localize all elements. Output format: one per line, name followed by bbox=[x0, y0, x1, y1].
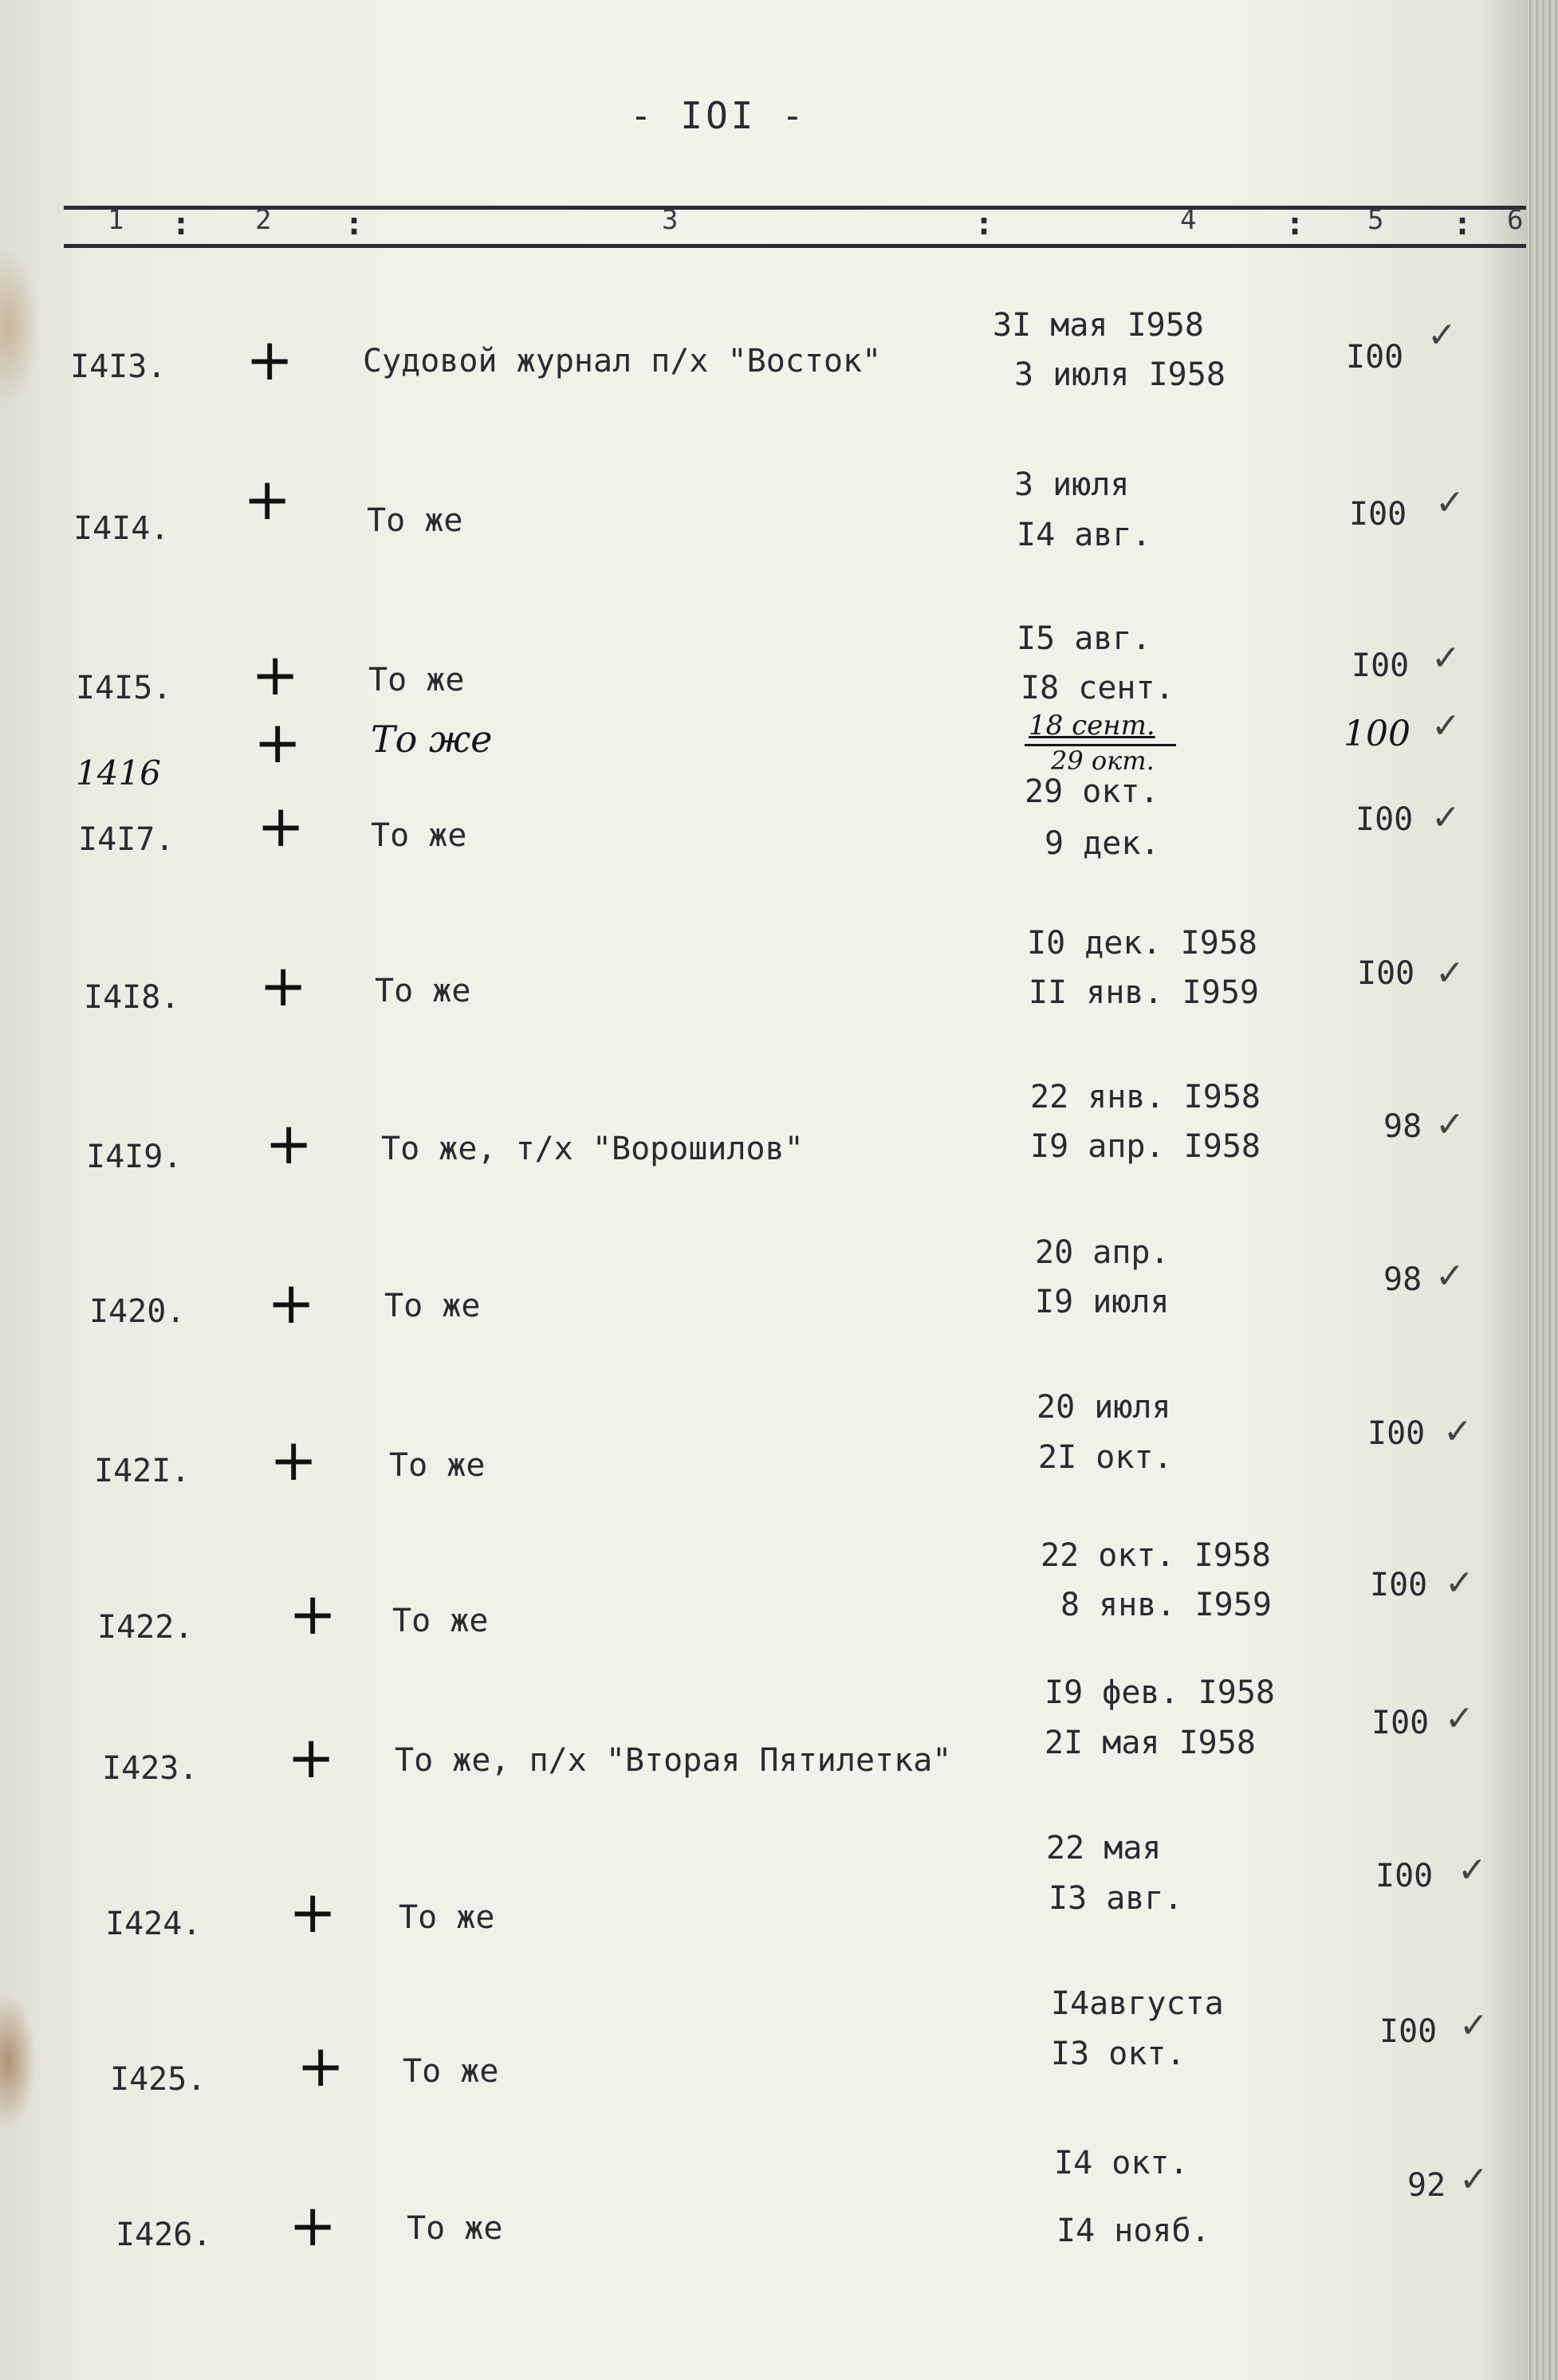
date-from: 22 окт. I958 bbox=[1041, 1537, 1271, 1574]
row-description: То же bbox=[399, 1899, 495, 1936]
check-mark: ✓ bbox=[1435, 953, 1465, 993]
check-mark: ✓ bbox=[1427, 315, 1457, 356]
row-description: То же bbox=[371, 817, 467, 854]
date-to: II янв. I959 bbox=[1029, 974, 1259, 1011]
completeness-value: I00 bbox=[1371, 1705, 1430, 1741]
cross-mark: + bbox=[257, 793, 305, 860]
row-number: I425. bbox=[110, 2061, 207, 2098]
check-mark: ✓ bbox=[1443, 1411, 1473, 1452]
row-description: То же bbox=[367, 502, 463, 539]
row-description: Судовой журнал п/х "Восток" bbox=[363, 343, 882, 380]
row-number: I4I5. bbox=[76, 670, 172, 706]
completeness-value: I00 bbox=[1367, 1415, 1426, 1452]
row-number: I4I8. bbox=[84, 979, 180, 1016]
date-to-handwritten: 29 окт. bbox=[1051, 745, 1155, 776]
date-to: I3 авг. bbox=[1049, 1880, 1183, 1917]
row-description: То же bbox=[403, 2053, 499, 2090]
cross-mark: + bbox=[289, 2192, 337, 2259]
row-number: I4I3. bbox=[70, 348, 167, 385]
check-mark: ✓ bbox=[1445, 1698, 1474, 1739]
cross-mark: + bbox=[254, 709, 302, 776]
row-description: То же, т/х "Ворошилов" bbox=[381, 1131, 804, 1167]
completeness-value: 98 bbox=[1383, 1261, 1422, 1298]
cross-mark: + bbox=[243, 466, 292, 533]
completeness-value: I00 bbox=[1370, 1567, 1428, 1603]
cross-mark: + bbox=[265, 1110, 313, 1177]
check-mark: ✓ bbox=[1445, 1563, 1474, 1603]
row-number: I42I. bbox=[94, 1453, 191, 1489]
date-from: 3I мая I958 bbox=[993, 307, 1204, 344]
completeness-value: I00 bbox=[1349, 496, 1407, 533]
row-number: I4I4. bbox=[73, 510, 170, 547]
cross-mark: + bbox=[270, 1426, 318, 1493]
header-rule-bottom bbox=[64, 244, 1527, 248]
check-mark: ✓ bbox=[1435, 1104, 1465, 1145]
column-number: 1 bbox=[108, 204, 124, 236]
paper-stain bbox=[0, 247, 40, 407]
completeness-value-handwritten: 100 bbox=[1344, 714, 1410, 754]
row-description-handwritten: То же bbox=[371, 718, 493, 761]
row-description: То же bbox=[389, 1447, 486, 1484]
row-number: I4I7. bbox=[78, 821, 175, 858]
date-from: 22 мая bbox=[1046, 1830, 1162, 1867]
row-description: То же bbox=[392, 1603, 489, 1639]
row-description: То же bbox=[375, 973, 471, 1009]
cross-mark: + bbox=[251, 641, 300, 708]
row-number: I4I9. bbox=[86, 1139, 183, 1175]
completeness-value: I00 bbox=[1351, 647, 1410, 684]
check-mark: ✓ bbox=[1431, 797, 1461, 838]
row-number: I420. bbox=[89, 1293, 186, 1330]
cross-mark: + bbox=[259, 952, 308, 1019]
date-to: I9 апр. I958 bbox=[1030, 1128, 1261, 1165]
date-from: 20 июля bbox=[1037, 1389, 1171, 1426]
column-number: 5 bbox=[1367, 204, 1384, 236]
column-separator: : bbox=[1453, 206, 1473, 242]
row-number: I423. bbox=[102, 1750, 199, 1787]
page-stack-edge bbox=[1526, 0, 1558, 2380]
date-from: I5 авг. bbox=[1017, 620, 1151, 657]
column-number: 6 bbox=[1507, 204, 1524, 236]
column-separator: : bbox=[974, 206, 994, 242]
date-to: 2I мая I958 bbox=[1045, 1725, 1256, 1761]
row-description: То же bbox=[368, 662, 465, 698]
check-mark: ✓ bbox=[1459, 2005, 1489, 2046]
column-number: 4 bbox=[1180, 204, 1197, 236]
date-from: 22 янв. I958 bbox=[1030, 1079, 1261, 1115]
completeness-value: I00 bbox=[1346, 339, 1404, 376]
check-mark: ✓ bbox=[1431, 706, 1461, 746]
date-to: I3 окт. bbox=[1051, 2036, 1186, 2072]
column-separator: : bbox=[171, 206, 191, 242]
page-number: - IOI - bbox=[630, 94, 807, 137]
cross-mark: + bbox=[289, 1580, 337, 1647]
column-separator: : bbox=[1285, 206, 1305, 242]
check-mark: ✓ bbox=[1435, 1256, 1465, 1296]
header-rule-top bbox=[64, 206, 1527, 210]
cross-mark: + bbox=[287, 1724, 336, 1791]
date-from: I4 окт. bbox=[1054, 2145, 1189, 2181]
row-number: I424. bbox=[105, 1906, 202, 1942]
row-number-handwritten: 1416 bbox=[76, 753, 161, 793]
cross-mark: + bbox=[297, 2032, 345, 2099]
date-to: I8 сент. bbox=[1021, 670, 1174, 706]
cross-mark: + bbox=[267, 1269, 316, 1336]
date-from: 20 апр. bbox=[1035, 1234, 1170, 1271]
cross-mark: + bbox=[289, 1878, 337, 1945]
date-to: I4 авг. bbox=[1017, 517, 1151, 553]
row-description: То же bbox=[384, 1288, 481, 1324]
column-number: 3 bbox=[662, 204, 679, 236]
completeness-value: I00 bbox=[1375, 1858, 1434, 1894]
row-description: То же bbox=[407, 2210, 503, 2247]
row-number: I422. bbox=[97, 1609, 194, 1646]
date-to: 3 июля I958 bbox=[1014, 356, 1226, 393]
completeness-value: I00 bbox=[1379, 2013, 1438, 2050]
column-number: 2 bbox=[255, 204, 272, 236]
paper-stain bbox=[0, 1993, 36, 2129]
cross-mark: + bbox=[246, 326, 294, 393]
date-to: I4 нояб. bbox=[1056, 2213, 1210, 2249]
check-mark: ✓ bbox=[1435, 482, 1465, 523]
completeness-value: 92 bbox=[1407, 2167, 1446, 2204]
completeness-value: I00 bbox=[1355, 801, 1414, 838]
date-to: I9 июля bbox=[1035, 1284, 1170, 1320]
date-to: 2I окт. bbox=[1038, 1439, 1173, 1476]
date-from: I0 дек. I958 bbox=[1027, 925, 1257, 962]
date-to: 9 дек. bbox=[1045, 825, 1160, 862]
check-mark: ✓ bbox=[1459, 2159, 1489, 2200]
check-mark: ✓ bbox=[1431, 638, 1461, 679]
row-description: То же, п/х "Вторая Пятилетка" bbox=[395, 1742, 952, 1779]
date-from: 3 июля bbox=[1014, 466, 1130, 503]
row-number: I426. bbox=[116, 2217, 212, 2253]
date-from: I9 фев. I958 bbox=[1045, 1674, 1275, 1711]
date-to: 8 янв. I959 bbox=[1060, 1587, 1272, 1623]
column-separator: : bbox=[344, 206, 364, 242]
completeness-value: 98 bbox=[1383, 1108, 1422, 1145]
date-from: 29 окт. bbox=[1025, 773, 1159, 810]
completeness-value: I00 bbox=[1357, 955, 1415, 992]
date-from-handwritten: 18 сент. bbox=[1029, 710, 1155, 742]
date-from: I4августа bbox=[1051, 1985, 1224, 2022]
check-mark: ✓ bbox=[1458, 1850, 1487, 1890]
